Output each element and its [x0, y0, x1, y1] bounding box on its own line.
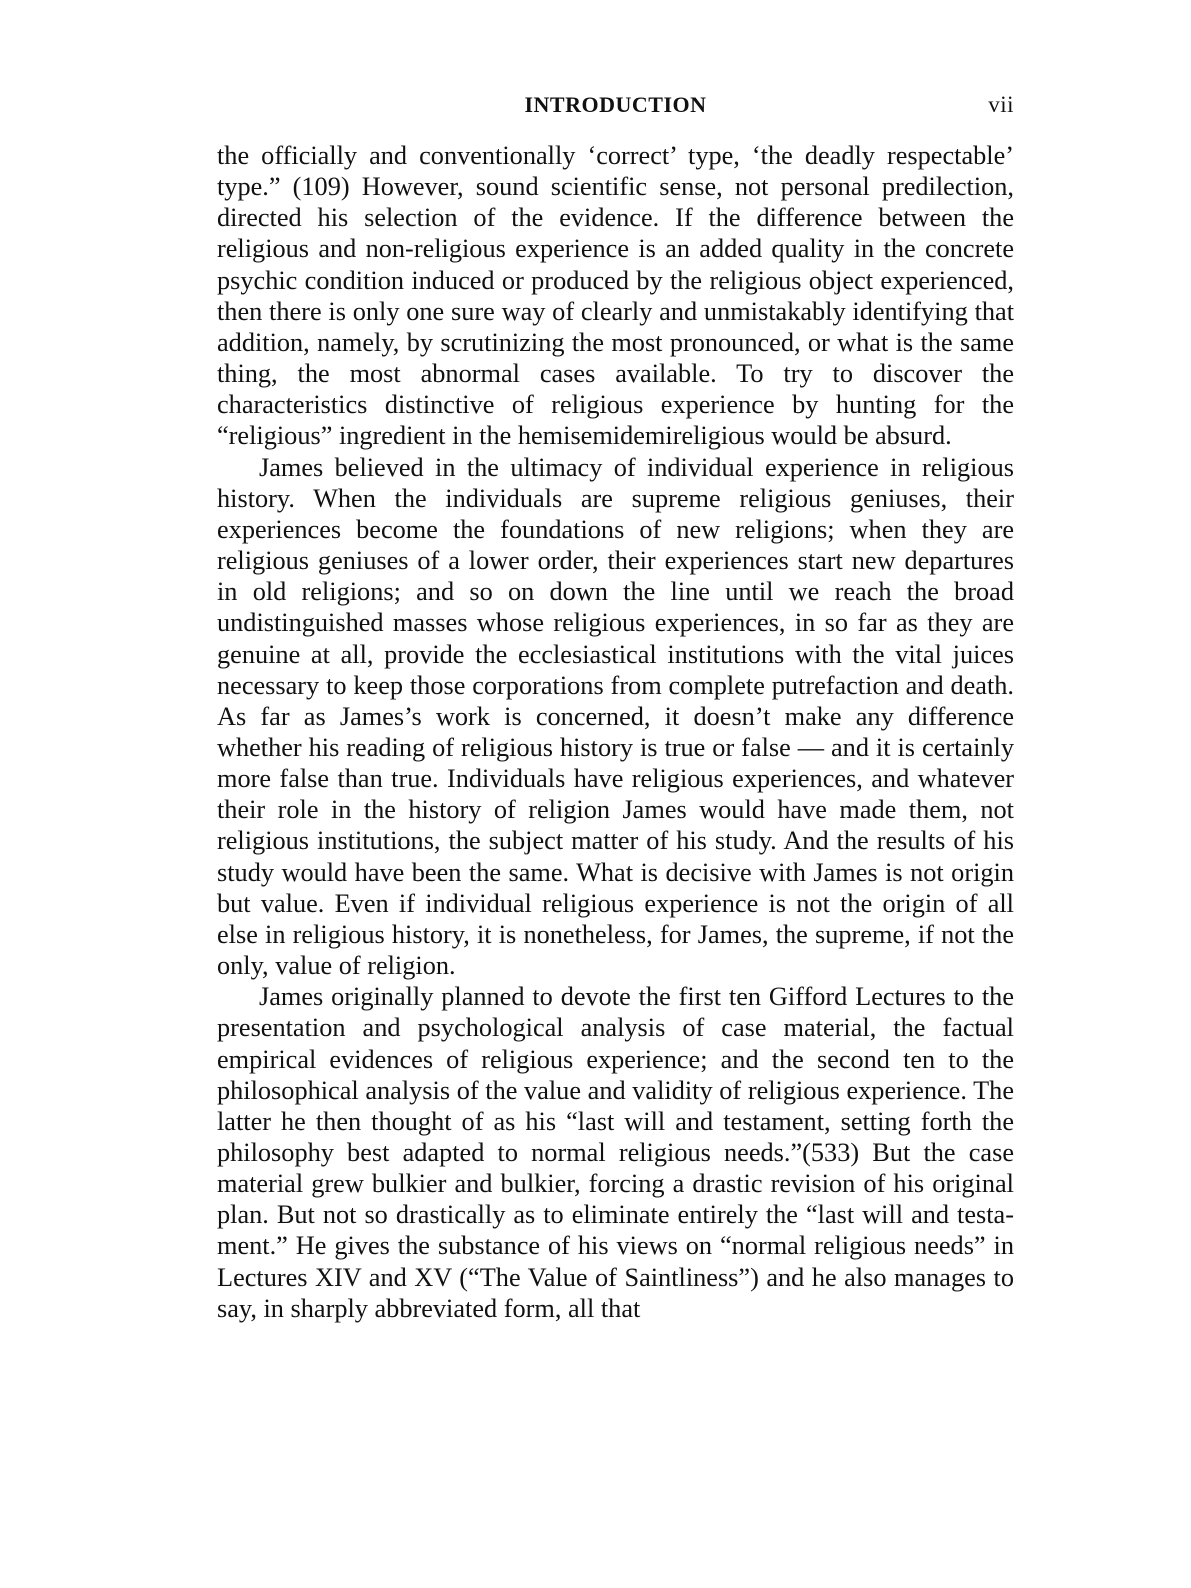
- paragraph-gifford-lectures: James originally planned to devote the first ten Gifford Lectures to the presentation and psychological analysis of case material, the factual empirical evidences of religious experience; and the second ten to the philosophical analysis of the value and validity of religious experience. The latter he then thought of as his “last will and testament, setting forth the philosophy best adapted to normal religious needs.”(533) But the case material grew bulkier and bulkier, forcing a drastic revision of his original plan. But not so drastically as to eliminate entirely the “last will and testament.” He gives the substance of his views on “normal religious needs” in Lectures XIV and XV (“The Value of Saintliness”) and he also manages to say, in sharply abbreviated form, all that: [217, 982, 1014, 1323]
- paragraph-individual-experience: James believed in the ultimacy of individual experience in religious history. When the individuals are supreme religious geniuses, their experiences become the foundations of new religions; when they are religious geniuses of a lower order, their experiences start new departures in old religions; and so on down the line until we reach the broad undistinguished masses whose religious experiences, in so far as they are genuine at all, provide the ecclesiastical institutions with the vital juices necessary to keep those corporations from complete putrefaction and death. As far as James’s work is concerned, it doesn’t make any difference whether his reading of religious history is true or false — and it is certainly more false than true. Individuals have religious experiences, and whatever their role in the history of religion James would have made them, not religious institutions, the subject matter of his study. And the results of his study would have been the same. What is decisive with James is not origin but value. Even if individual religious experience is not the origin of all else in religious history, it is nonetheless, for James, the supreme, if not the only, value of religion.: [217, 452, 1014, 981]
- book-page: [217, 88, 1014, 1324]
- page-number: vii: [988, 92, 1014, 117]
- running-header: [217, 88, 1014, 126]
- body-text: [217, 140, 1014, 1324]
- running-title: INTRODUCTION: [524, 92, 707, 117]
- paragraph-continued: the officially and conventionally ‘correct’ type, ‘the deadly respectable’ type.” (109) However, sound scientific sense, not personal predilection, directed his selection of the evidence. If the difference between the religious and non-religious experience is an added quality in the concrete psychic condition induced or produced by the religious object experienced, then there is only one sure way of clearly and unmistakably identifying that addition, namely, by scrutinizing the most pronounced, or what is the same thing, the most abnormal cases available. To try to discover the characteristics distinctive of religious experience by hunting for the “religious” ingredient in the hemisemidemireligious would be absurd.: [217, 141, 1014, 451]
